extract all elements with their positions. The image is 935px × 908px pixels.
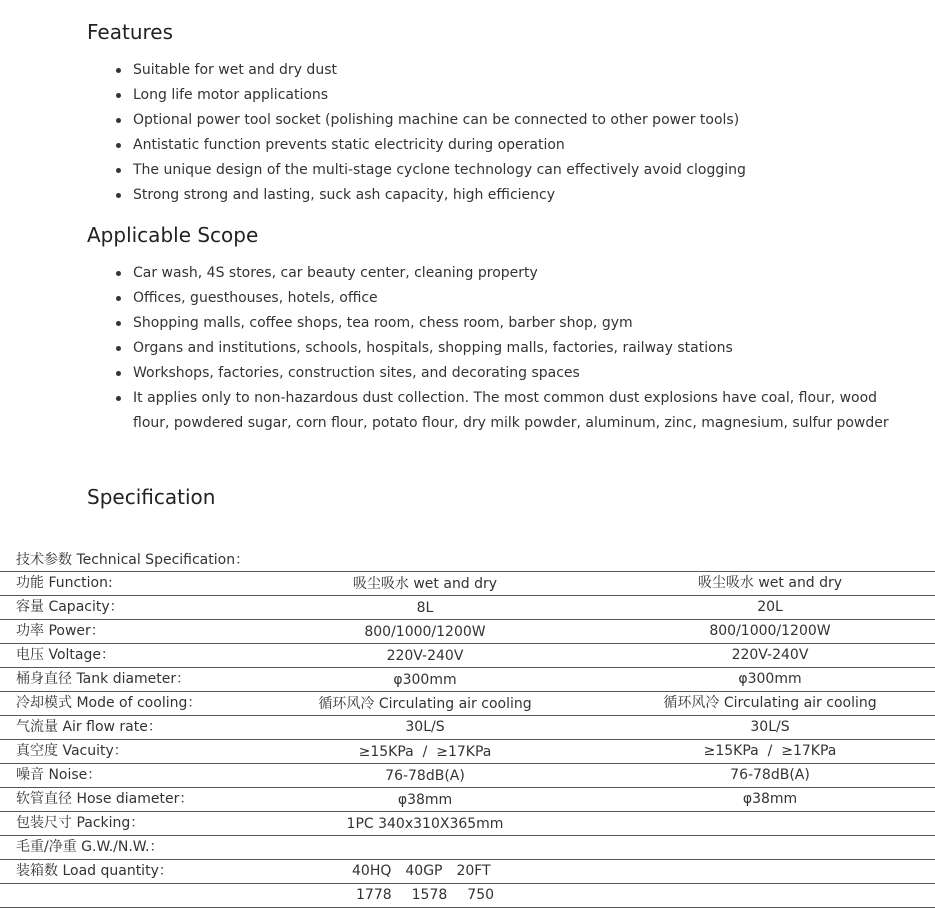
spec-value-8l: φ38mm	[397, 792, 453, 808]
table-row	[0, 691, 935, 715]
features-list	[114, 58, 904, 208]
table-row	[0, 667, 935, 691]
list-item: The unique design of the multi-stage cyclone technology can effectively avoid clogging	[114, 158, 904, 183]
spec-table	[0, 571, 935, 908]
load-quantity-row	[0, 859, 935, 883]
spec-value-8l: 30L/S	[405, 719, 445, 735]
list-item: Antistatic function prevents static electricity during operation	[114, 133, 904, 158]
spec-label: 毛重/净重 G.W./N.W.：	[16, 839, 164, 855]
list-item: Long life motor applications	[114, 83, 904, 108]
spec-label: 真空度 Vacuity：	[16, 743, 128, 759]
list-item: Strong strong and lasting, suck ash capacity, high efficiency	[114, 183, 904, 208]
spec-label: 气流量 Air flow rate：	[16, 719, 162, 735]
table-row	[0, 643, 935, 667]
list-item: Shopping malls, coffee shops, tea room, chess room, barber shop, gym	[114, 311, 904, 336]
spec-value-20l: 吸尘吸水 wet and dry	[697, 575, 843, 591]
list-item: Car wash, 4S stores, car beauty center, cleaning property	[114, 261, 904, 286]
spec-value-8l: 循环风冷 Circulating air cooling	[318, 696, 532, 712]
spec-value-20l: φ38mm	[742, 791, 798, 807]
container-type: 40GP	[405, 863, 443, 879]
table-row	[0, 811, 935, 835]
spec-label: 包装尺寸 Packing：	[16, 815, 145, 831]
spec-value-8l: 76-78dB(A)	[385, 768, 465, 784]
table-row	[0, 787, 935, 811]
spec-label: 功率 Power：	[16, 623, 105, 639]
spec-value-8l: 220V-240V	[386, 648, 464, 664]
spec-label: 软管直径 Hose diameter：	[16, 791, 194, 807]
applicable-scope-heading: Applicable Scope	[87, 223, 259, 247]
container-quantity: 750	[467, 887, 495, 903]
table-row	[0, 739, 935, 763]
spec-label: 桶身直径 Tank diameter：	[16, 671, 191, 687]
spec-value-20l: 20L	[757, 599, 783, 615]
spec-value-8l: ≥15KPa / ≥17KPa	[358, 744, 492, 760]
list-item: It applies only to non-hazardous dust collection. The most common dust explosions have coal, flour, wood flour, powdered sugar, corn flour, potato flour, dry milk powder, aluminum, zinc, magnesium, sulfur powder	[114, 386, 904, 436]
spec-label: 噪音 Noise：	[16, 767, 102, 783]
features-heading: Features	[87, 20, 173, 44]
table-row	[0, 619, 935, 643]
spec-label: 功能 Function:	[16, 575, 113, 591]
spec-label: 电压 Voltage：	[16, 647, 115, 663]
spec-value-20l: 800/1000/1200W	[709, 623, 831, 639]
spec-value-20l: 220V-240V	[731, 647, 809, 663]
spec-table-title: 技术参数 Technical Specification：	[16, 552, 250, 568]
list-item: Workshops, factories, construction sites, and decorating spaces	[114, 361, 904, 386]
list-item: Suitable for wet and dry dust	[114, 58, 904, 83]
container-type: 20FT	[456, 863, 491, 879]
list-item: Optional power tool socket (polishing machine can be connected to other power tools)	[114, 108, 904, 133]
list-item: Organs and institutions, schools, hospitals, shopping malls, factories, railway stations	[114, 336, 904, 361]
spec-value-8l: 吸尘吸水 wet and dry	[352, 576, 498, 592]
container-type: 40HQ	[352, 863, 392, 879]
container-quantity: 1778	[356, 887, 392, 903]
table-row	[0, 595, 935, 619]
spec-value-8l: 800/1000/1200W	[364, 624, 486, 640]
spec-value-20l: 循环风冷 Circulating air cooling	[663, 695, 877, 711]
table-row	[0, 835, 935, 859]
spec-value-20l: ≥15KPa / ≥17KPa	[703, 743, 837, 759]
spec-value-20l: 30L/S	[750, 719, 790, 735]
spec-value-8l: 1PC 340x310X365mm	[346, 816, 504, 832]
spec-label: 装箱数 Load quantity：	[16, 863, 173, 879]
container-quantity-values	[356, 884, 508, 906]
spec-value-8l: φ300mm	[393, 672, 457, 688]
container-type-headers	[352, 860, 505, 882]
list-item: Offices, guesthouses, hotels, office	[114, 286, 904, 311]
spec-value-20l: φ300mm	[738, 671, 802, 687]
spec-value-20l: 76-78dB(A)	[730, 767, 810, 783]
spec-label: 容量 Capacity：	[16, 599, 124, 615]
spec-label: 冷却模式 Mode of cooling：	[16, 695, 202, 711]
scope-list	[114, 261, 904, 436]
table-row	[0, 571, 935, 595]
specification-heading: Specification	[87, 485, 216, 509]
table-row	[0, 763, 935, 787]
table-row	[0, 715, 935, 739]
spec-value-8l: 8L	[416, 600, 434, 616]
load-quantity-values-row	[0, 883, 935, 908]
container-quantity: 1578	[411, 887, 448, 903]
